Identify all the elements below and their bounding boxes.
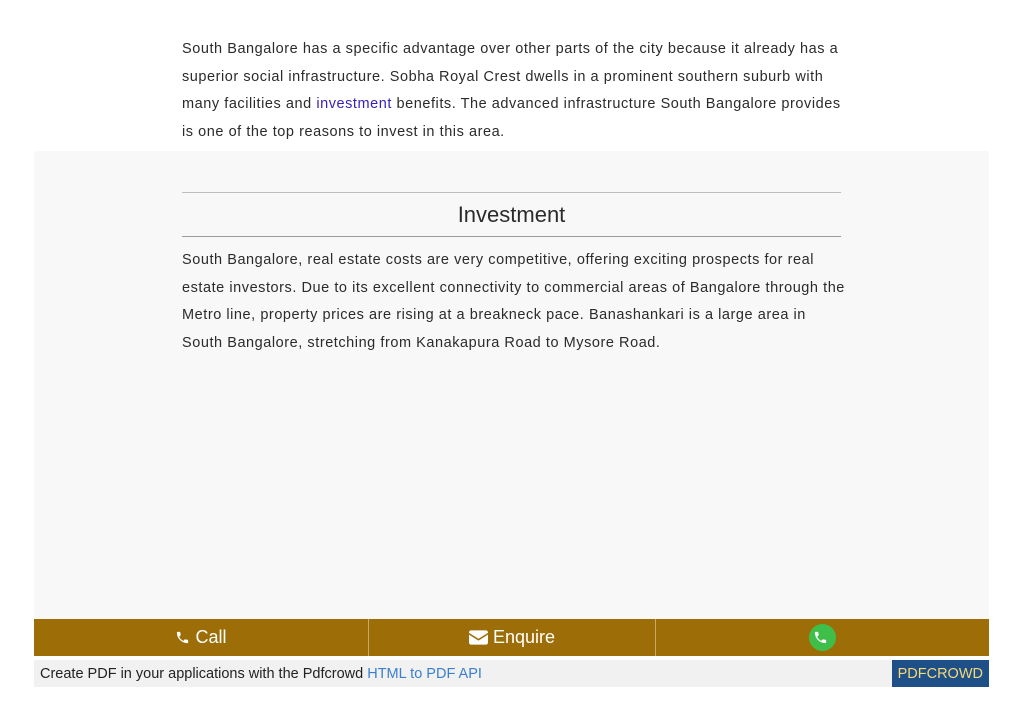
pdfcrowd-button[interactable]: PDFCROWD	[892, 660, 989, 687]
whatsapp-icon	[809, 624, 836, 651]
pdfcrowd-footer	[34, 660, 989, 687]
footer-message: Create PDF in your applications with the Pdfcrowd	[40, 665, 368, 682]
action-bar	[34, 619, 989, 656]
investment-link[interactable]: investment	[316, 96, 392, 112]
footer-text	[34, 666, 482, 682]
call-button[interactable]	[34, 619, 369, 656]
investment-heading: Investment	[457, 201, 566, 227]
investment-heading-block	[182, 192, 841, 237]
envelope-icon	[469, 630, 488, 645]
intro-text-start: South Bangalore has a specific advantage over other parts of the city because it already has a superior social infrastructure. Sobha Royal Crest dwells in a prominent southern suburb with many facilities and	[182, 41, 839, 112]
enquire-button[interactable]	[369, 619, 656, 656]
phone-icon	[175, 630, 190, 645]
investment-body: South Bangalore, real estate costs are very competitive, offering exciting prospects for real estate investors. Due to its excellent connectivity to commercial areas of Bangalore through the Metro line, property prices are rising at a breakneck pace. Banashankari is a large area in South Bangalore, stretching from Kanakapura Road to Mysore Road.	[182, 252, 845, 351]
html-to-pdf-api-link[interactable]: HTML to PDF API	[367, 665, 482, 682]
enquire-label: Enquire	[492, 627, 556, 647]
intro-paragraph	[182, 36, 842, 146]
call-label: Call	[195, 627, 227, 647]
investment-section	[34, 151, 989, 619]
intro-text-end: benefits. The advanced infrastructure South Bangalore provides is one of the top reasons to invest in this area.	[182, 96, 841, 140]
whatsapp-button[interactable]	[656, 619, 989, 656]
